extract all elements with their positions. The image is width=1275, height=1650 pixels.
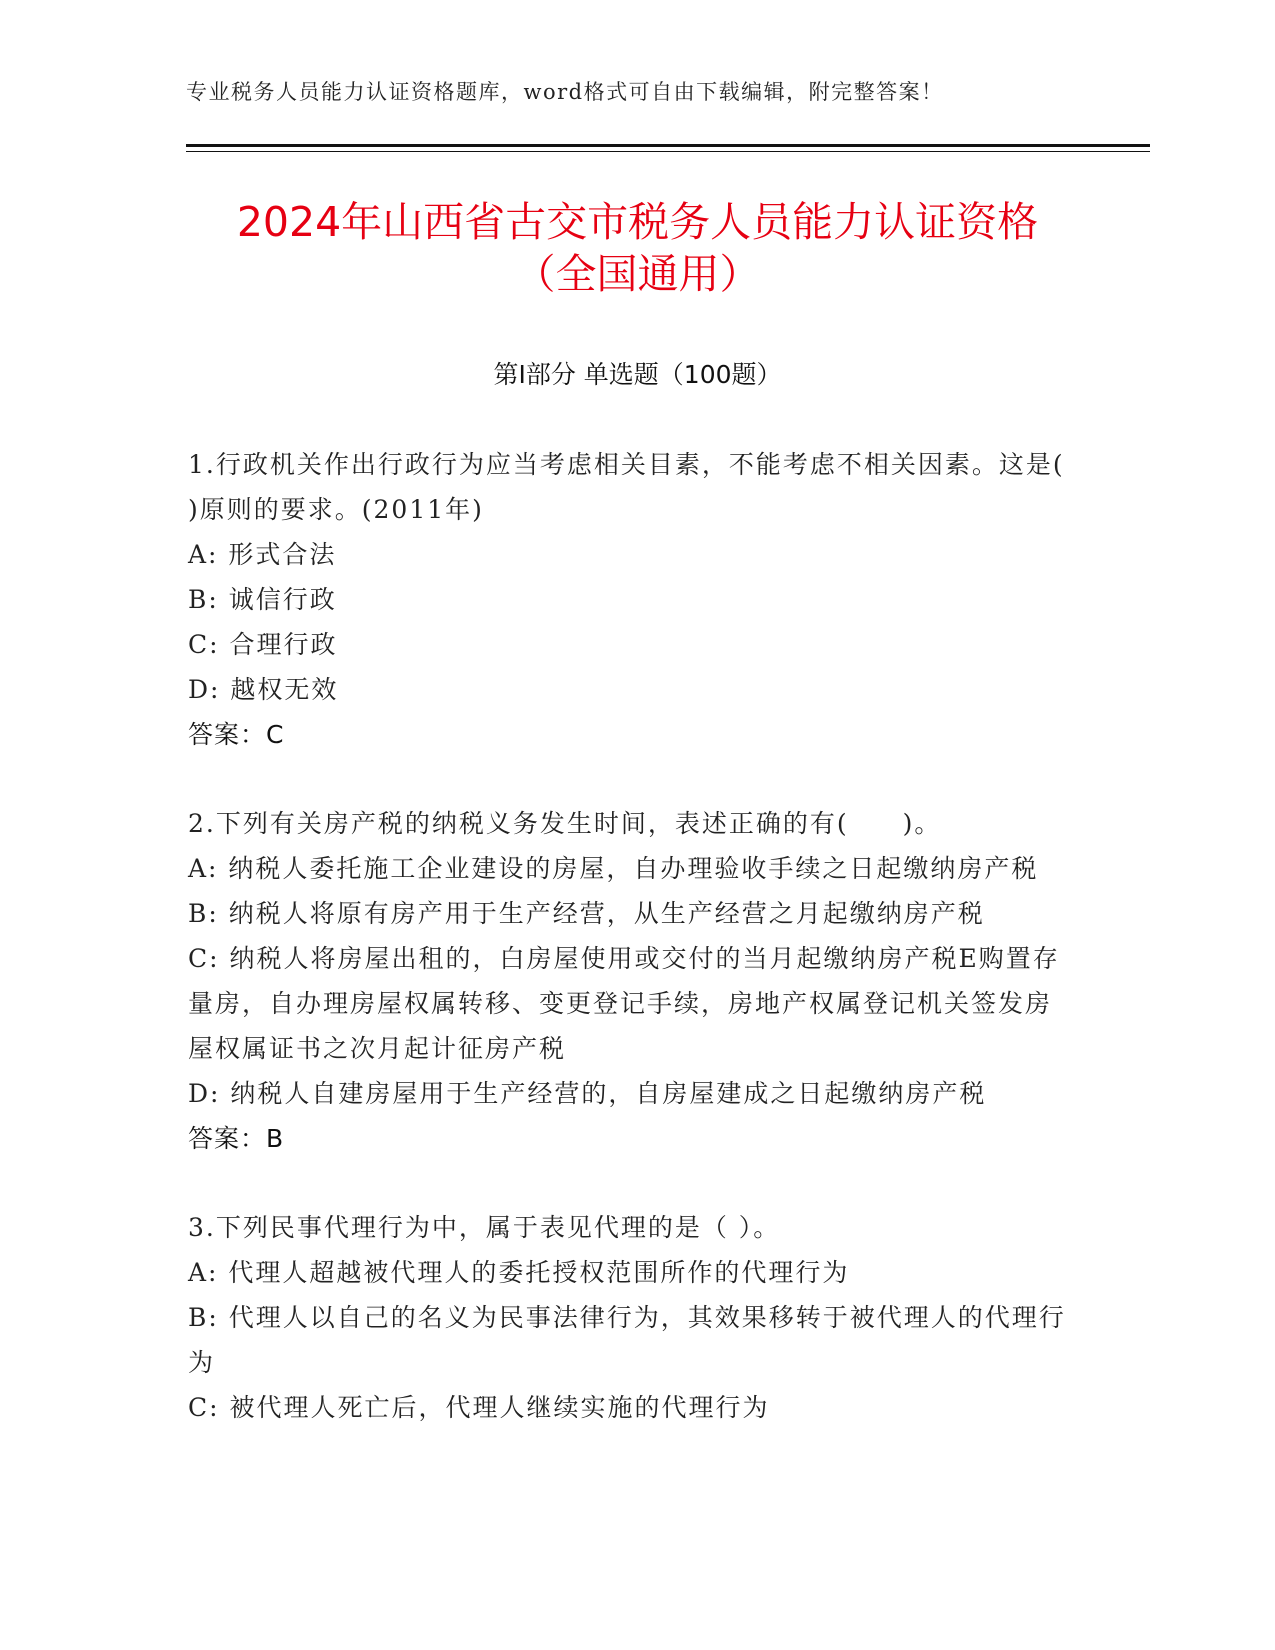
document-title <box>140 196 1135 300</box>
question-option: A: 纳税人委托施工企业建设的房屋，自办理验收手续之日起缴纳房产税 <box>188 854 1039 883</box>
question-option: B: 代理人以自己的名义为民事法律行为，其效果移转于被代理人的代理行为 <box>188 1303 1066 1377</box>
question-option: C: 被代理人死亡后，代理人继续实施的代理行为 <box>188 1393 770 1422</box>
section-title: 第I部分 单选题（100题） <box>493 360 782 389</box>
question-list <box>188 442 1078 1474</box>
question-answer: 答案：C <box>188 720 285 749</box>
question-stem: 2.下列有关房产税的纳税义务发生时间，表述正确的有( )。 <box>188 809 942 838</box>
question-answer: 答案：B <box>188 1124 285 1153</box>
question-stem: 1.行政机关作出行政行为应当考虑相关目素，不能考虑不相关因素。这是( )原则的要求。(2011年) <box>188 450 1065 524</box>
question-option: D: 越权无效 <box>188 675 339 704</box>
question-option: A: 形式合法 <box>188 540 337 569</box>
question-3 <box>188 1205 1078 1430</box>
header-rule-thin <box>186 151 1150 152</box>
question-1 <box>188 442 1078 757</box>
question-option: C: 合理行政 <box>188 630 338 659</box>
question-stem: 3.下列民事代理行为中，属于表见代理的是（ ）。 <box>188 1213 781 1242</box>
question-2 <box>188 801 1078 1161</box>
header-note: 专业税务人员能力认证资格题库，word格式可自由下载编辑，附完整答案！ <box>186 80 944 104</box>
question-option: A: 代理人超越被代理人的委托授权范围所作的代理行为 <box>188 1258 850 1287</box>
header-rule-thick <box>186 144 1150 147</box>
question-option: C: 纳税人将房屋出租的，白房屋使用或交付的当月起缴纳房产税E购置存量房，自办理房屋权属转移、变更登记手续，房地产权属登记机关签发房屋权属证书之次月起计征房产税 <box>188 944 1060 1063</box>
title-line-2: （全国通用） <box>514 250 761 298</box>
question-option: B: 纳税人将原有房产用于生产经营，从生产经营之月起缴纳房产税 <box>188 899 985 928</box>
title-line-1: 2024年山西省古交市税务人员能力认证资格 <box>236 198 1039 246</box>
question-option: D: 纳税人自建房屋用于生产经营的，自房屋建成之日起缴纳房产税 <box>188 1079 987 1108</box>
question-option: B: 诚信行政 <box>188 585 337 614</box>
